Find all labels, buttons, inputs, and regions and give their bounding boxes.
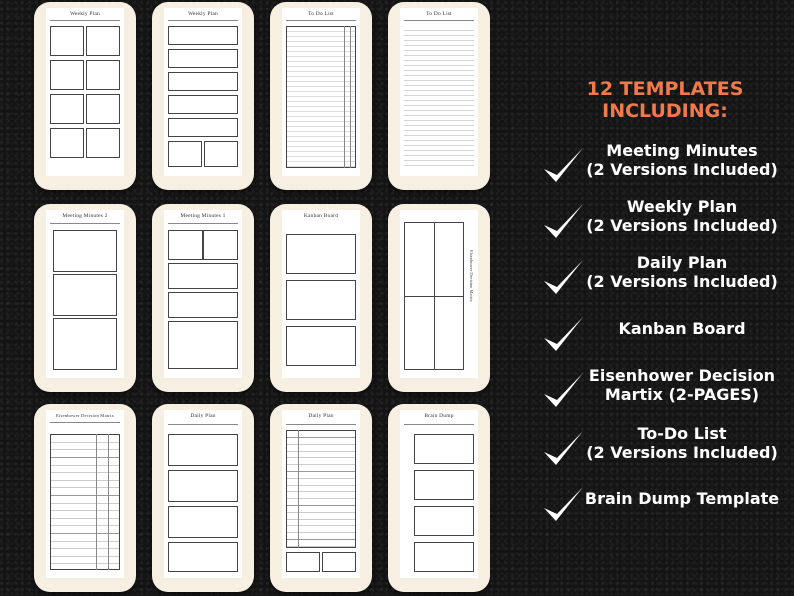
column-divider: [108, 434, 109, 570]
template-title: Brain Dump: [424, 413, 454, 419]
feature-line-1: Eisenhower Decision: [588, 366, 776, 385]
divider: [168, 223, 238, 224]
template-title: Eisenhower Decision Matrix: [469, 250, 474, 302]
template-card-meeting-minutes-1[interactable]: [152, 204, 254, 392]
template-page: [164, 410, 242, 578]
dump-box: [414, 506, 474, 536]
day-box: [168, 26, 238, 45]
notes-box: [53, 318, 117, 370]
template-card-eisenhower-matrix-1[interactable]: [388, 204, 490, 392]
column-divider: [350, 26, 351, 168]
day-box: [168, 49, 238, 68]
template-page: [282, 8, 360, 176]
feature-line-2: (2 Versions Included): [586, 160, 778, 179]
template-card-kanban-board[interactable]: [270, 204, 372, 392]
matrix-divider: [404, 296, 464, 297]
template-title: To Do List: [308, 11, 334, 17]
feature-line-1: Brain Dump Template: [584, 489, 780, 508]
template-title: To Do List: [426, 11, 452, 17]
template-title: Daily Plan: [308, 413, 334, 419]
kanban-column: [286, 234, 356, 274]
heading-line-2: INCLUDING:: [602, 100, 728, 122]
divider: [50, 223, 120, 224]
template-title: Meeting Minutes 2: [62, 213, 108, 219]
notes-box: [168, 230, 203, 260]
dump-box: [414, 542, 474, 572]
dump-box: [414, 470, 474, 500]
template-title: Weekly Plan: [69, 11, 100, 17]
day-box: [86, 60, 120, 90]
template-card-daily-plan-1[interactable]: [152, 404, 254, 592]
plan-box: [168, 434, 238, 466]
plan-box: [168, 506, 238, 538]
divider: [50, 422, 120, 423]
day-box: [168, 141, 202, 167]
divider: [286, 424, 356, 425]
template-page: [282, 410, 360, 578]
template-title: Eisenhower Decision Matrix: [55, 413, 114, 418]
feature-weekly-plan: [540, 197, 790, 243]
feature-line-2: (2 Versions Included): [586, 216, 778, 235]
schedule-table: [286, 430, 356, 548]
dump-box: [414, 434, 474, 464]
feature-line-1: Daily Plan: [636, 253, 728, 272]
day-box: [50, 26, 84, 56]
task-list: [286, 26, 356, 168]
template-page: [46, 410, 124, 578]
template-card-to-do-list-2[interactable]: [388, 2, 490, 190]
notes-box: [53, 274, 117, 316]
template-page: [282, 210, 360, 378]
notes-box: [203, 230, 238, 260]
divider: [50, 20, 120, 21]
template-title: Weekly Plan: [187, 11, 218, 17]
feature-daily-plan: [540, 253, 790, 299]
day-box: [168, 95, 238, 114]
plan-box: [322, 552, 356, 572]
notes-box: [168, 263, 238, 289]
template-card-meeting-minutes-2[interactable]: [34, 204, 136, 392]
day-box: [204, 141, 238, 167]
feature-panel: [540, 78, 790, 122]
template-card-eisenhower-matrix-2[interactable]: [34, 404, 136, 592]
feature-brain-dump: [540, 480, 790, 526]
template-page: [400, 210, 478, 378]
template-card-weekly-plan-2[interactable]: [152, 2, 254, 190]
feature-line-2: (2 Versions Included): [586, 443, 778, 462]
day-box: [86, 94, 120, 124]
notes-box: [53, 230, 117, 272]
day-box: [50, 60, 84, 90]
template-title: Meeting Minutes 1: [180, 213, 226, 219]
divider: [404, 424, 474, 425]
feature-line-1: Weekly Plan: [626, 197, 738, 216]
feature-meeting-minutes: [540, 141, 790, 187]
template-title: Kanban Board: [303, 213, 339, 219]
feature-kanban-board: [540, 310, 790, 356]
template-page: [164, 210, 242, 378]
template-card-to-do-list-1[interactable]: [270, 2, 372, 190]
divider: [168, 20, 238, 21]
template-card-brain-dump[interactable]: [388, 404, 490, 592]
plan-box: [168, 470, 238, 502]
day-box: [168, 72, 238, 91]
day-box: [86, 26, 120, 56]
column-divider: [96, 434, 97, 570]
day-box: [50, 128, 84, 158]
template-title: Daily Plan: [190, 413, 216, 419]
notes-box: [168, 292, 238, 318]
column-divider: [298, 430, 299, 548]
template-card-weekly-plan-1[interactable]: [34, 2, 136, 190]
template-page: [400, 8, 478, 176]
task-lines: [404, 26, 474, 168]
features-heading: [540, 78, 790, 122]
kanban-column: [286, 326, 356, 366]
feature-eisenhower-matrix: [540, 366, 790, 412]
template-card-daily-plan-2[interactable]: [270, 404, 372, 592]
feature-line-1: Kanban Board: [618, 319, 746, 338]
day-box: [86, 128, 120, 158]
template-page: [46, 210, 124, 378]
plan-box: [286, 552, 320, 572]
feature-line-1: To-Do List: [637, 424, 727, 443]
feature-line-2: Martix (2-PAGES): [604, 385, 760, 404]
template-page: [400, 410, 478, 578]
divider: [286, 20, 356, 21]
notes-box: [168, 321, 238, 369]
plan-box: [168, 542, 238, 572]
feature-line-2: (2 Versions Included): [586, 272, 778, 291]
divider: [168, 424, 238, 425]
feature-line-1: Meeting Minutes: [606, 141, 758, 160]
template-page: [46, 8, 124, 176]
template-page: [164, 8, 242, 176]
heading-line-1: 12 TEMPLATES: [586, 78, 744, 100]
task-table: [50, 434, 120, 570]
divider: [404, 20, 474, 21]
feature-to-do-list: [540, 424, 790, 470]
column-divider: [344, 26, 345, 168]
day-box: [50, 94, 84, 124]
kanban-column: [286, 280, 356, 320]
day-box: [168, 118, 238, 137]
